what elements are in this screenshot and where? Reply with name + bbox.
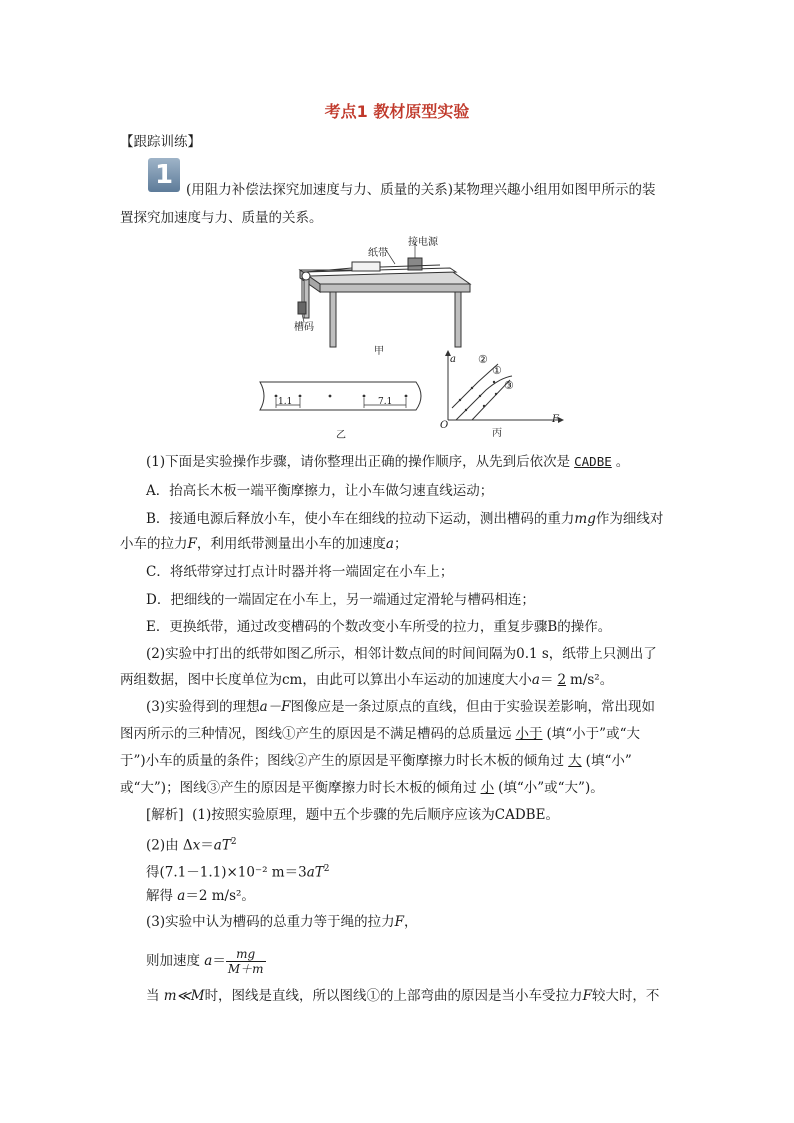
solution-line-2: (2)由 $\Delta x=aT^2$ bbox=[146, 837, 237, 854]
question-3-line-2: 图丙所示的三种情况，图线①产生的原因是不满足槽码的总质量远 小于 (填“小于”或“大 bbox=[120, 726, 640, 742]
label-power-supply: 接电源 bbox=[408, 237, 438, 248]
step-b-line-2: 小车的拉力F，利用纸带测量出小车的加速度a； bbox=[120, 536, 408, 552]
label-paper-tape: 纸带 bbox=[368, 248, 388, 259]
answer-blank-angle-small: 小 bbox=[480, 780, 495, 796]
answer-blank-acceleration: 2 bbox=[557, 672, 567, 688]
label-weights: 槽码 bbox=[294, 322, 314, 333]
tape-length-1: 1.1 bbox=[278, 397, 293, 407]
question-1: (1)下面是实验操作步骤，请你整理出正确的操作顺序，从先到后依次是 CADBE 。 bbox=[146, 454, 630, 470]
page-title: 考点1 教材原型实验 bbox=[324, 102, 470, 121]
step-e: E．更换纸带，通过改变槽码的个数改变小车所受的拉力，重复步骤B的操作。 bbox=[146, 619, 612, 635]
answer-blank-angle-large: 大 bbox=[568, 753, 582, 769]
axis-label-a: a bbox=[450, 354, 456, 365]
curve-label-2: ② bbox=[478, 353, 488, 366]
step-d: D．把细线的一端固定在小车上，另一端通过定滑轮与槽码相连； bbox=[146, 592, 535, 608]
question-2-line-1: (2)实验中打出的纸带如图乙所示，相邻计数点间的时间间隔为0.1 s，纸带上只测出了 bbox=[146, 646, 657, 662]
solution-line-3: 得(7.1－1.1)×10⁻² $m=3aT^2$ bbox=[146, 864, 330, 881]
curve-label-1: ① bbox=[492, 364, 502, 377]
axis-label-f: F bbox=[552, 414, 559, 425]
intro-line-1: (用阻力补偿法探究加速度与力、质量的关系)某物理兴趣小组用如图甲所示的装 bbox=[186, 182, 656, 198]
question-2-line-2: 两组数据，图中长度单位为cm，由此可以算出小车运动的加速度大小a＝ 2 m/s²。 bbox=[120, 672, 614, 688]
label-figure-jia: 甲 bbox=[374, 346, 384, 357]
solution-line-7: 当 m≪M时，图线是直线，所以图线①的上部弯曲的原因是当小车受拉力F较大时，不 bbox=[146, 988, 660, 1004]
solution-line-4: 解得 a＝2 m/s²。 bbox=[146, 888, 255, 904]
solution-line-6: 则加速度 a＝ $\frac{mg}{M+m}$ bbox=[146, 947, 264, 976]
step-b-line-1: B．接通电源后释放小车，使小车在细线的拉动下运动，测出槽码的重力mg作为细线对 bbox=[146, 511, 664, 527]
question-3-line-3: 于”)小车的质量的条件；图线②产生的原因是平衡摩擦力时长木板的倾角过 大 (填“小” bbox=[120, 753, 632, 769]
solution-line-1: [解析] (1)按照实验原理，题中五个步骤的先后顺序应该为CADBE。 bbox=[146, 807, 559, 823]
tape-length-2: 7.1 bbox=[378, 397, 393, 407]
intro-line-2: 置探究加速度与力、质量的关系。 bbox=[120, 210, 323, 226]
problem-number-badge: 1 bbox=[148, 158, 180, 192]
label-figure-yi: 乙 bbox=[336, 430, 346, 441]
axis-origin-o: O bbox=[440, 420, 449, 431]
section-heading: 【跟踪训练】 bbox=[120, 134, 201, 150]
answer-blank-mass: 小于 bbox=[515, 726, 543, 742]
solution-line-5: (3)实验中认为槽码的总重力等于绳的拉力F， bbox=[146, 914, 418, 930]
fraction-acceleration: $\frac{mg}{M+m}$ bbox=[227, 947, 264, 976]
label-figure-bing: 丙 bbox=[492, 428, 502, 439]
curve-label-3: ③ bbox=[504, 379, 514, 392]
question-3-line-4: 或“大”)；图线③产生的原因是平衡摩擦力时长木板的倾角过 小 (填“小”或“大”)。 bbox=[120, 780, 604, 796]
step-a: A．抬高长木板一端平衡摩擦力，让小车做匀速直线运动； bbox=[146, 483, 494, 499]
question-3-line-1: (3)实验得到的理想a－F图像应是一条过原点的直线，但由于实验误差影响，常出现如 bbox=[146, 699, 656, 715]
step-c: C．将纸带穿过打点计时器并将一端固定在小车上； bbox=[146, 564, 454, 580]
answer-blank-order: CADBE bbox=[574, 454, 612, 469]
